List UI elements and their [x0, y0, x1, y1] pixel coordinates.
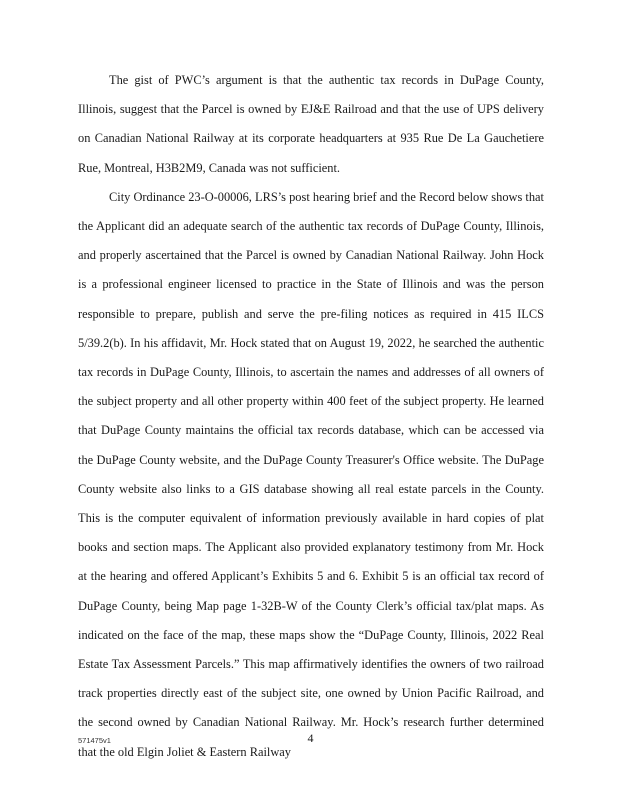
paragraph-pwc-argument: The gist of PWC’s argument is that the authentic tax records in DuPage County, Illinois, suggest that the Parcel is owned by EJ&E Railroad and that the use of UPS delivery on Canadian National Railway at its corporate headquarters at 935 Rue De La Gauchetiere Rue, Montreal, H3B2M9, Canada was not sufficient. [78, 73, 544, 175]
paragraph-city-ordinance: City Ordinance 23-O-00006, LRS’s post hearing brief and the Record below shows that the Applicant did an adequate search of the authentic tax records of DuPage County, Illinois, and properly ascertained that the Parcel is owned by Canadian National Railway. John Hock is a professional engineer licensed to practice in the State of Illinois and was the person responsible to prepare, publish and serve the pre-filing notices as required in 415 ILCS 5/39.2(b). In his affidavit, Mr. Hock stated that on August 19, 2022, he searched the authentic tax records in DuPage County, Illinois, to ascertain the names and addresses of all owners of the subject property and all other property within 400 feet of the subject property. He learned that DuPage County maintains the official tax records database, which can be accessed via the DuPage County website, and the DuPage County Treasurer's Office website. The DuPage County website also links to a GIS database showing all real estate parcels in the County. This is the computer equivalent of information previously available in hard copies of plat books and section maps. The Applicant also provided explanatory testimony from Mr. Hock at the hearing and offered Applicant’s Exhibits 5 and 6. Exhibit 5 is an official tax record of DuPage County, being Map page 1-32B-W of the County Clerk’s official tax/plat maps. As indicated on the face of the map, these maps show the “DuPage County, Illinois, 2022 Real Estate Tax Assessment Parcels.” This map affirmatively identifies the owners of two railroad track properties directly east of the subject site, one owned by Union Pacific Railroad, and the second owned by Canadian National Railway. Mr. Hock’s research further determined that the old Elgin Joliet & Eastern Railway [78, 189, 544, 759]
document-body [78, 66, 544, 767]
document-id: 571475v1 [78, 736, 111, 745]
page-number: 4 [307, 731, 314, 745]
